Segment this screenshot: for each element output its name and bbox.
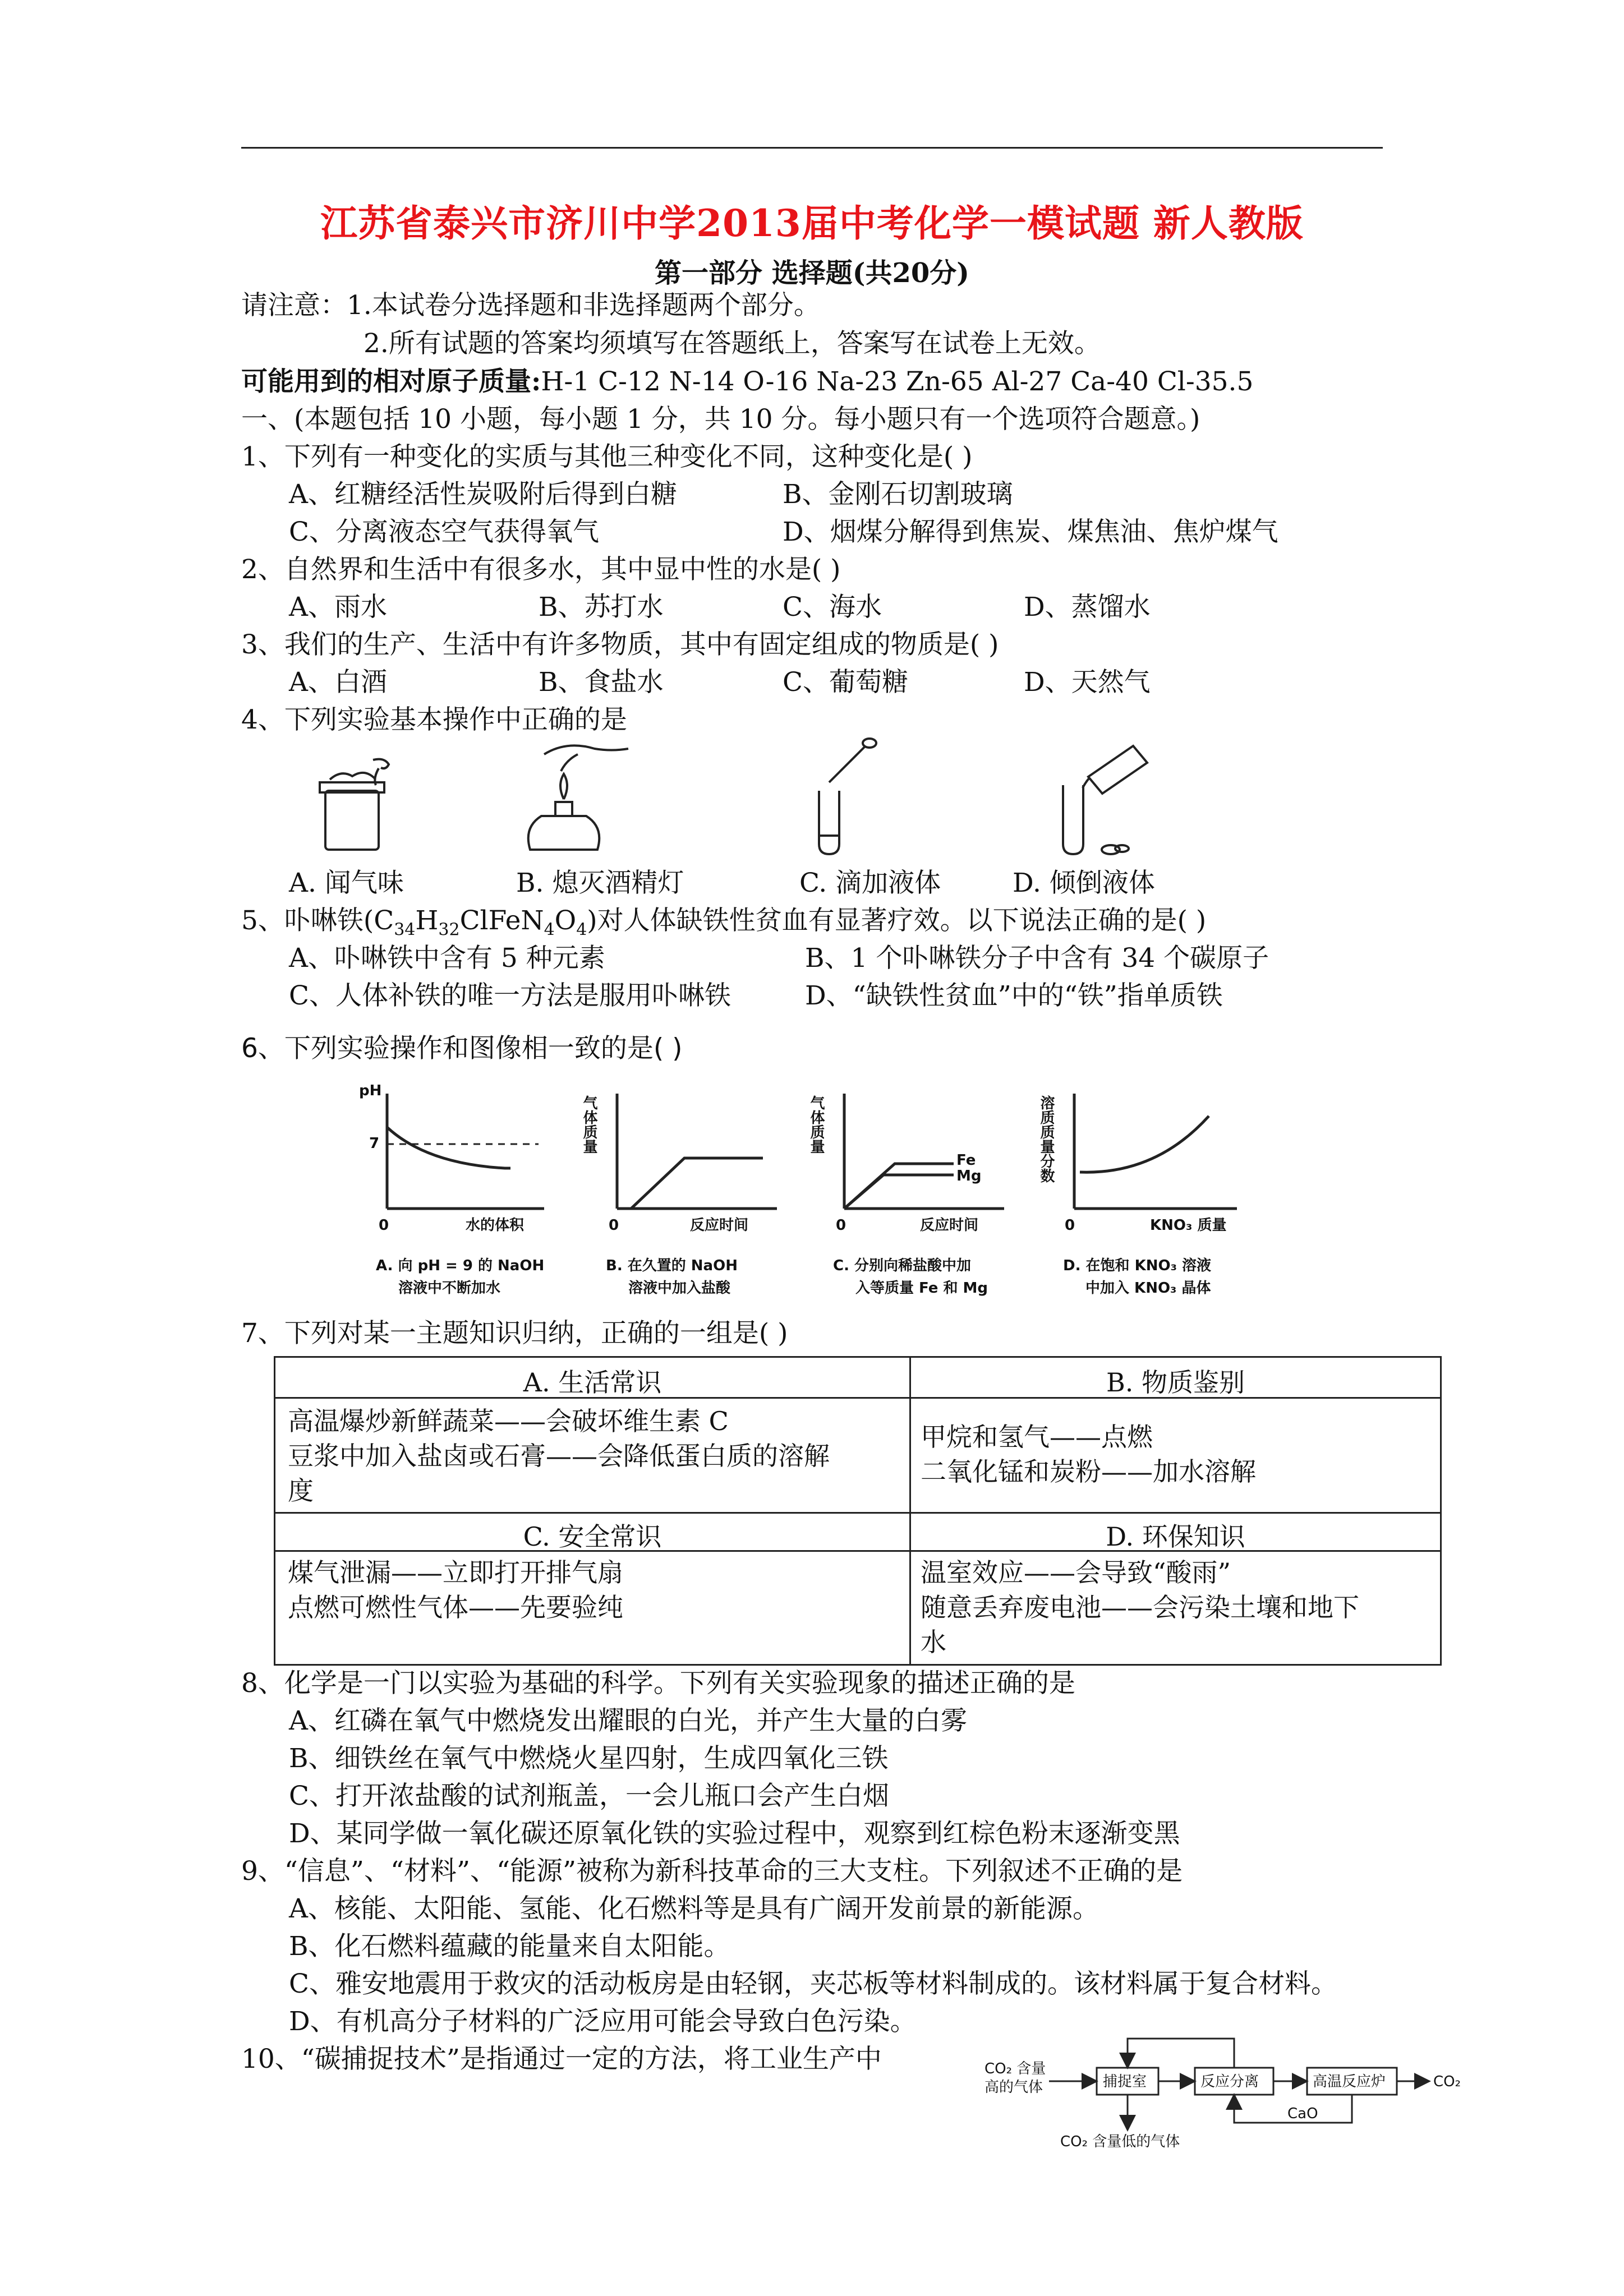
formula-part: H xyxy=(415,905,439,936)
q3-option-b: B、食盐水 xyxy=(539,667,664,698)
pouring-bottle-icon xyxy=(1063,746,1147,854)
q3-option-c: C、葡萄糖 xyxy=(783,667,908,698)
notice-line-2: 2.所有试题的答案均须填写在答题纸上，答案写在试卷上无效。 xyxy=(364,328,1101,359)
q4-apparatus-figures xyxy=(280,737,1262,858)
table-head-d: D. 环保知识 xyxy=(1106,1522,1245,1552)
notice-line-1: 请注意：1.本试卷分选择题和非选择题两个部分。 xyxy=(241,290,820,321)
q10-stem: 10、“碳捕捉技术”是指通过一定的方法，将工业生产中 xyxy=(241,2044,882,2074)
q9-option-d: D、有机高分子材料的广泛应用可能会导致白色污染。 xyxy=(289,2006,917,2037)
table-a-line-1: 高温爆炒新鲜蔬菜——会破坏维生素 C xyxy=(288,1406,729,1436)
graph-d-caption-1: D. 在饱和 KNO₃ 溶液 xyxy=(1063,1257,1212,1274)
q4-option-a: A. 闻气味 xyxy=(289,868,404,898)
dropper-tube-icon xyxy=(819,739,876,854)
graph-c-caption-2: 入等质量 Fe 和 Mg xyxy=(855,1280,988,1297)
atomic-mass-label: 可能用到的相对原子质量: xyxy=(241,366,541,397)
q2-option-c: C、海水 xyxy=(783,592,882,623)
graph-c-xlabel: 反应时间 xyxy=(920,1217,979,1234)
flow-box-furnace: 高温反应炉 xyxy=(1313,2073,1386,2090)
graph-c-legend-mg: Mg xyxy=(956,1168,982,1184)
q4-stem: 4、下列实验基本操作中正确的是 xyxy=(241,704,627,735)
table-d-line-3: 水 xyxy=(921,1627,946,1657)
flow-input-line-2: 高的气体 xyxy=(984,2079,1043,2096)
graph-b xyxy=(617,1094,777,1209)
q3-stem: 3、我们的生产、生活中有许多物质，其中有固定组成的物质是( ) xyxy=(241,629,999,660)
flow-output: CO₂ xyxy=(1433,2073,1461,2090)
graph-d xyxy=(1074,1094,1237,1209)
table-b-line-1: 甲烷和氢气——点燃 xyxy=(921,1422,1153,1452)
q6-graphs xyxy=(325,1080,1245,1315)
table-c-line-2: 点燃可燃性气体——先要验纯 xyxy=(288,1592,623,1622)
section-heading: 第一部分 选择题(共20分) xyxy=(655,257,969,289)
formula-sub: 32 xyxy=(438,920,460,940)
q6-stem: 6、下列实验操作和图像相一致的是( ) xyxy=(241,1033,683,1064)
top-rule xyxy=(241,147,1383,149)
graph-d-origin: 0 xyxy=(1065,1217,1075,1234)
formula-part: O xyxy=(554,905,577,936)
q5-stem-end: )对人体缺铁性贫血有显著疗效。以下说法正确的是( ) xyxy=(587,905,1207,936)
q4-option-b: B. 熄灭酒精灯 xyxy=(516,868,684,898)
graph-b-xlabel: 反应时间 xyxy=(690,1217,749,1234)
graph-d-ylabel: 溶质质量分数 xyxy=(1038,1095,1055,1183)
graph-a-xlabel: 水的体积 xyxy=(466,1217,525,1234)
formula-sub: 4 xyxy=(544,920,555,940)
graph-a-caption-1: A. 向 pH = 9 的 NaOH xyxy=(376,1257,545,1274)
graph-c-origin: 0 xyxy=(836,1217,846,1234)
graph-a-ylabel: pH xyxy=(359,1082,382,1099)
table-divider xyxy=(909,1358,911,1664)
graph-a-caption-2: 溶液中不断加水 xyxy=(398,1280,501,1297)
q5-stem-start: 5、卟啉铁(C xyxy=(241,905,394,936)
q5-option-d: D、“缺铁性贫血”中的“铁”指单质铁 xyxy=(805,980,1223,1011)
q5-option-c: C、人体补铁的唯一方法是服用卟啉铁 xyxy=(289,980,731,1011)
table-head-b: B. 物质鉴别 xyxy=(1106,1367,1245,1398)
q9-option-a: A、核能、太阳能、氢能、化石燃料等是具有广阔开发前景的新能源。 xyxy=(289,1893,1099,1924)
q9-stem: 9、“信息”、“材料”、“能源”被称为新科技革命的三大支柱。下列叙述不正确的是 xyxy=(241,1856,1183,1887)
table-a-line-3: 度 xyxy=(288,1476,314,1506)
q8-option-c: C、打开浓盐酸的试剂瓶盖，一会儿瓶口会产生白烟 xyxy=(289,1781,889,1811)
q5-option-b: B、1 个卟啉铁分子中含有 34 个碳原子 xyxy=(805,943,1269,974)
table-c-line-1: 煤气泄漏——立即打开排气扇 xyxy=(288,1557,623,1588)
part1-intro: 一、(本题包括 10 小题，每小题 1 分，共 10 分。每小题只有一个选项符合题意。) xyxy=(241,404,1200,435)
q8-option-a: A、红磷在氧气中燃烧发出耀眼的白光，并产生大量的白雾 xyxy=(289,1705,967,1736)
table-head-a: A. 生活常识 xyxy=(523,1367,662,1398)
smell-jar-icon xyxy=(320,759,389,850)
table-divider xyxy=(275,1512,1440,1514)
q3-option-d: D、天然气 xyxy=(1024,667,1151,698)
table-b-line-2: 二氧化锰和炭粉——加水溶解 xyxy=(921,1456,1256,1487)
graph-a xyxy=(387,1094,544,1209)
carbon-capture-flowchart xyxy=(976,2027,1481,2154)
table-d-line-1: 温室效应——会导致“酸雨” xyxy=(921,1557,1231,1588)
graph-c xyxy=(844,1094,1004,1209)
table-d-line-2: 随意丢弃废电池——会污染土壤和地下 xyxy=(921,1592,1359,1622)
flow-low-gas-label: CO₂ 含量低的气体 xyxy=(1060,2133,1180,2150)
q2-option-d: D、蒸馏水 xyxy=(1024,592,1151,623)
flow-cao-label: CaO xyxy=(1287,2105,1318,2122)
alcohol-lamp-icon xyxy=(528,745,628,850)
graph-b-caption-1: B. 在久置的 NaOH xyxy=(606,1257,738,1274)
q4-option-d: D. 倾倒液体 xyxy=(1013,868,1155,898)
graph-b-caption-2: 溶液中加入盐酸 xyxy=(628,1280,731,1297)
graph-c-caption-1: C. 分别向稀盐酸中加 xyxy=(833,1257,972,1274)
q7-stem: 7、下列对某一主题知识归纳，正确的一组是( ) xyxy=(241,1318,788,1349)
q8-option-b: B、细铁丝在氧气中燃烧火星四射，生成四氧化三铁 xyxy=(289,1743,889,1774)
q2-stem: 2、自然界和生活中有很多水，其中显中性的水是( ) xyxy=(241,554,841,585)
graph-a-tick: 7 xyxy=(369,1135,380,1152)
graph-c-legend-fe: Fe xyxy=(956,1152,976,1169)
graph-b-origin: 0 xyxy=(609,1217,619,1234)
formula-part: ClFeN xyxy=(459,905,544,936)
formula-sub: 4 xyxy=(576,920,587,940)
q4-option-c: C. 滴加液体 xyxy=(799,868,941,898)
graph-d-caption-2: 中加入 KNO₃ 晶体 xyxy=(1085,1280,1211,1297)
q1-option-a: A、红糖经活性炭吸附后得到白糖 xyxy=(289,479,677,510)
q5-stem xyxy=(241,904,1206,947)
q5-option-a: A、卟啉铁中含有 5 种元素 xyxy=(289,943,605,974)
page-title: 江苏省泰兴市济川中学2013届中考化学一模试题 新人教版 xyxy=(320,201,1304,245)
q8-option-d: D、某同学做一氧化碳还原氧化铁的实验过程中，观察到红棕色粉末逐渐变黑 xyxy=(289,1818,1180,1849)
q1-stem: 1、下列有一种变化的实质与其他三种变化不同，这种变化是( ) xyxy=(241,441,973,472)
q2-option-a: A、雨水 xyxy=(289,592,387,623)
formula-sub: 34 xyxy=(394,920,416,940)
graph-c-ylabel: 气体质量 xyxy=(808,1095,825,1154)
graph-a-origin: 0 xyxy=(379,1217,389,1234)
q1-option-c: C、分离液态空气获得氧气 xyxy=(289,517,599,547)
flow-box-capture: 捕捉室 xyxy=(1103,2073,1147,2090)
graph-d-xlabel: KNO₃ 质量 xyxy=(1150,1217,1227,1234)
q8-stem: 8、化学是一门以实验为基础的科学。下列有关实验现象的描述正确的是 xyxy=(241,1668,1075,1699)
q9-option-b: B、化石燃料蕴藏的能量来自太阳能。 xyxy=(289,1931,730,1962)
q3-option-a: A、白酒 xyxy=(289,667,387,698)
q2-option-b: B、苏打水 xyxy=(539,592,664,623)
q7-table xyxy=(274,1356,1442,1666)
graph-b-ylabel: 气体质量 xyxy=(581,1095,597,1154)
flow-box-separation: 反应分离 xyxy=(1200,2073,1259,2090)
flow-input-line-1: CO₂ 含量 xyxy=(984,2060,1046,2077)
atomic-mass-line xyxy=(241,365,1253,399)
table-head-c: C. 安全常识 xyxy=(523,1522,662,1552)
q1-option-b: B、金刚石切割玻璃 xyxy=(783,479,1013,510)
q9-option-c: C、雅安地震用于救灾的活动板房是由轻钢，夹芯板等材料制成的。该材料属于复合材料。 xyxy=(289,1968,1337,1999)
table-a-line-2: 豆浆中加入盐卤或石膏——会降低蛋白质的溶解 xyxy=(288,1441,830,1471)
atomic-mass-values: H-1 C-12 N-14 O-16 Na-23 Zn-65 Al-27 Ca-40 Cl-35.5 xyxy=(541,366,1254,397)
q1-option-d: D、烟煤分解得到焦炭、煤焦油、焦炉煤气 xyxy=(783,517,1278,547)
